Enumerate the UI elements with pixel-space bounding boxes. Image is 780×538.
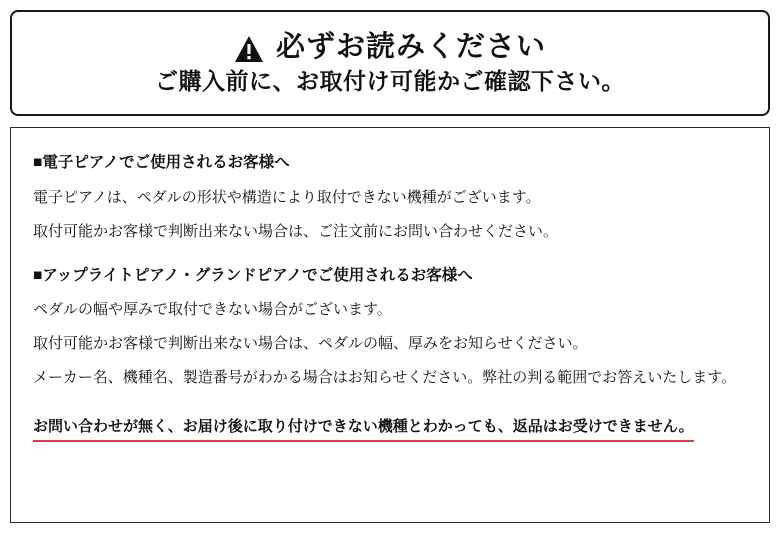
notice-body-box: [10, 127, 770, 523]
section-heading: ■電子ピアノでご使用されるお客様へ: [33, 154, 290, 171]
page-title: 必ずお読みください: [275, 31, 546, 64]
notice-subtitle: ご購入前に、お取付け可能かご確認下さい。: [155, 68, 625, 95]
section-paragraph: 取付可能かお客様で判断出来ない場合は、ペダルの幅、厚みをお知らせください。: [33, 335, 588, 353]
no-return-warning: お問い合わせが無く、お届け後に取り付けできない機種とわかっても、返品はお受けできません。: [33, 417, 694, 442]
section-paragraph: 電子ピアノは、ペダルの形状や構造により取付できない機種がございます。: [33, 188, 541, 206]
section-paragraph: メーカー名、機種名、製造番号がわかる場合はお知らせください。弊社の判る範囲でお答えいたします。: [33, 369, 737, 387]
section-heading: ■アップライトピアノ・グランドピアノでご使用されるお客様へ: [33, 266, 473, 284]
section-paragraph: 取付可能かお客様で判断出来ない場合は、ご注文前にお問い合わせください。: [33, 222, 559, 240]
section-paragraph: ペダルの幅や厚みで取付できない場合がございます。: [33, 301, 392, 319]
section-upright-grand-piano: [33, 267, 747, 388]
section-spacer: [33, 241, 747, 267]
notice-header-box: [10, 10, 770, 116]
section-electronic-piano: [33, 154, 747, 241]
warning-triangle-icon: [234, 35, 264, 63]
notice-title-row: [234, 32, 546, 64]
